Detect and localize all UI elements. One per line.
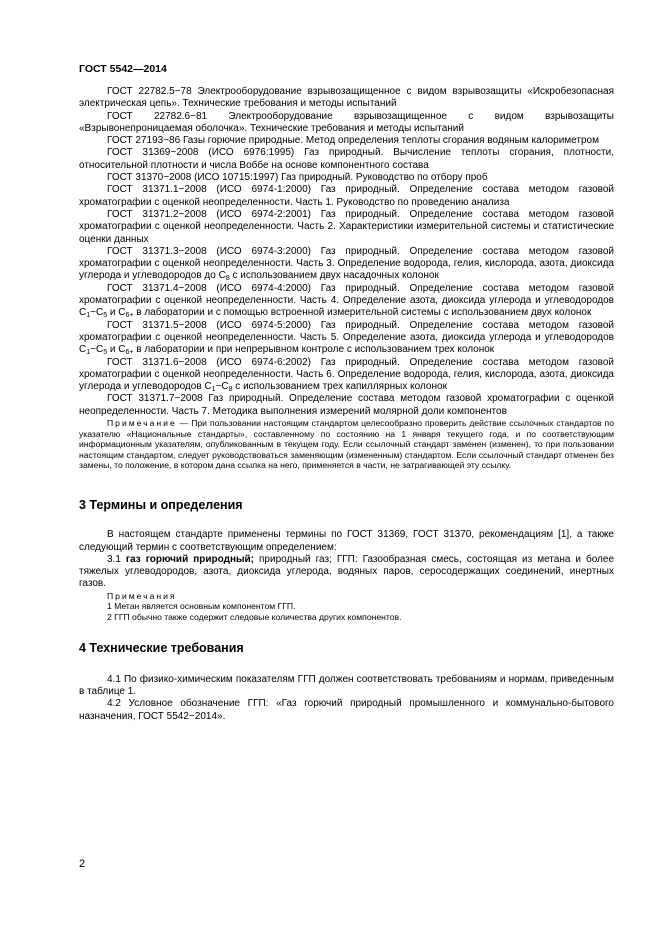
reference-item: ГОСТ 31371.7−2008 Газ природный. Определение состава методом газовой хроматографии с оценкой неопределенности. Часть 7. Методика выполнения измерений молярной доли компонентов bbox=[79, 393, 614, 417]
section-3-heading: 3 Термины и определения bbox=[79, 497, 243, 512]
page-number: 2 bbox=[79, 858, 86, 870]
section-4-paragraph: 4.2 Условное обозначение ГГП: «Газ горючий природный промышленного и коммунально-бытового назначения, ГОСТ 5542−2014». bbox=[79, 698, 614, 722]
reference-item: ГОСТ 31371.6−2008 (ИСО 6974-6:2002) Газ природный. Определение состава методом газовой хроматографии с оценкой неопределенности. Часть 6. Определение водорода, гелия, кислорода, азота, диоксида углерода и углеводородов $С_1-С_8$ с использованием трех капиллярных колонок bbox=[79, 356, 614, 394]
document-header: ГОСТ 5542—2014 bbox=[79, 63, 167, 75]
note-label: Примечание bbox=[107, 418, 177, 429]
reference-item: ГОСТ 31371.4−2008 (ИСО 6974-4:2000) Газ природный. Определение состава методом газовой хроматографии с оценкой неопределенности. Часть 4. Определение азота, диоксида углерода и углеводородов $С_1-С_5$ и $С_{6+}$ в лаборатории и с помощью встроенной измерительной системы с использованием двух колонок bbox=[79, 282, 614, 320]
reference-item: ГОСТ 31371.5−2008 (ИСО 6974-5:2000) Газ природный. Определение состава методом газовой хроматографии с оценкой неопределенности. Часть 5. Определение азота, диоксида углерода и углеводородов $С_1-С_5$ и $С_{6+}$ в лаборатории и при непрерывном контроле с использованием трех колонок bbox=[79, 319, 614, 357]
reference-item: ГОСТ 31370−2008 (ИСО 10715:1997) Газ природный. Руководство по отбору проб bbox=[107, 172, 488, 184]
section-4-heading: 4 Технические требования bbox=[79, 640, 244, 655]
reference-item: ГОСТ 27193−86 Газы горючие природные. Метод определения теплоты сгорания водяным калориметром bbox=[107, 135, 599, 147]
term-definition: 3.1 газ горючий природный; природный газ; ГГП: Газообразная смесь, состоящая из метана и более тяжелых углеводородов, азота, диоксида углерода, водяных паров, серосодержащих соединений, инертных газов. bbox=[79, 553, 615, 590]
reference-item: ГОСТ 31369−2008 (ИСО 6976:1995) Газ природный. Вычисление теплоты сгорания, плотности, относительной плотности и числа Воббе на основе компонентного состава bbox=[79, 147, 614, 171]
defined-term: газ горючий природный; bbox=[125, 553, 255, 565]
section-4-paragraph: 4.1 По физико-химическим показателям ГГП должен соответствовать требованиям и нормам, приведенным в таблице 1. bbox=[79, 673, 614, 698]
page-content bbox=[79, 86, 614, 723]
reference-item: ГОСТ 22782.5−78 Электрооборудование взрывозащищенное с видом взрывозащиты «Искробезопасная электрическая цепь». Технические требования и методы испытаний bbox=[79, 86, 614, 110]
note-item: 2 ГГП обычно также содержит следовые количества других компонентов. bbox=[107, 611, 402, 622]
reference-item: ГОСТ 31371.1−2008 (ИСО 6974-1:2000) Газ природный. Определение состава методом газовой хроматографии с оценкой неопределенности. Часть 1. Руководство по проведению анализа bbox=[79, 184, 614, 208]
section-3-intro: В настоящем стандарте применены термины по ГОСТ 31369, ГОСТ 31370, рекомендациям [1], а также следующий термин с соответствующим определением: bbox=[79, 529, 614, 553]
reference-item: ГОСТ 31371.2−2008 (ИСО 6974-2:2001) Газ природный. Определение состава методом газовой хроматографии с оценкой неопределенности. Часть 2. Характеристики измерительной системы и статистические оценки данных bbox=[79, 208, 614, 245]
notes-label: Примечания bbox=[107, 590, 177, 601]
references-note: Примечание — При пользовании настоящим стандартом целесообразно проверить действие ссылочных стандартов по указателю «Национальные стандарты», составленному по состоянию на 1 января текущего года, и по соответствующим информационным указателям, опубликованным в текущем году. Если ссылочный стандарт заменен (изменен), то при пользовании настоящим стандартом, следует руководствоваться заменяющим (измененным) стандартом. Если ссылочный стандарт отменен без замены, то положение, в котором дана ссылка на него, применяется в части, не затрагивающей эту ссылку. bbox=[79, 418, 614, 471]
reference-item: ГОСТ 31371.3−2008 (ИСО 6974-3:2000) Газ природный. Определение состава методом газовой хроматографии с оценкой неопределенности. Часть 3. Определение водорода, гелия, кислорода, азота, диоксида углерода и углеводородов до $С_8$ с использованием двух насадочных колонок bbox=[79, 245, 614, 283]
note-item: 1 Метан является основным компонентом ГГП. bbox=[107, 601, 296, 612]
reference-item: ГОСТ 22782.6−81 Электрооборудование взрывозащищенное с видом взрывозащиты «Взрывонепроницаемая оболочка». Технические требования и методы испытаний bbox=[79, 110, 614, 134]
